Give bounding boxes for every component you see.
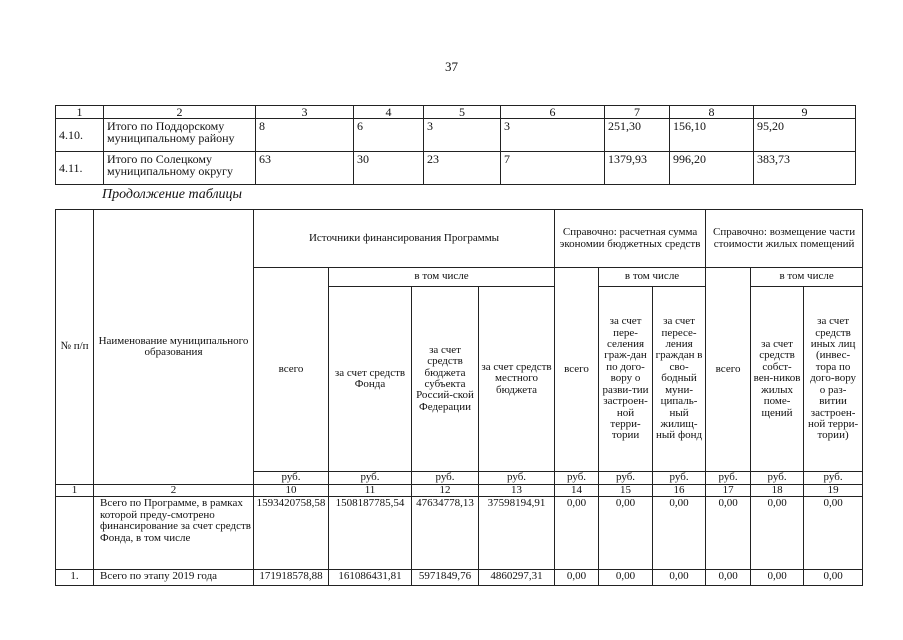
col-number: 2 — [94, 485, 254, 497]
cell-value: 1379,93 — [605, 152, 670, 185]
cell-value: 0,00 — [706, 570, 751, 586]
unit-label: руб. — [751, 472, 804, 485]
header-including: в том числе — [599, 268, 706, 287]
header-municipality: Наименование муниципального образования — [94, 210, 254, 485]
unit-label: руб. — [555, 472, 599, 485]
col-number: 15 — [599, 485, 653, 497]
col-number: 12 — [412, 485, 479, 497]
cell-value: 0,00 — [599, 570, 653, 586]
row-name: Всего по Программе, в рамках которой преду-смотрено финансирование за счет средств Фонда, в том числе — [94, 497, 254, 570]
page-number: 37 — [445, 59, 458, 74]
col-number: 6 — [501, 106, 605, 119]
summary-table — [55, 105, 856, 185]
header-number: № п/п — [56, 210, 94, 485]
cell-value: 0,00 — [555, 570, 599, 586]
cell-value: 3 — [501, 119, 605, 152]
col-number: 5 — [424, 106, 501, 119]
col-number: 4 — [354, 106, 424, 119]
cell-value: 6 — [354, 119, 424, 152]
cell-value: 0,00 — [555, 497, 599, 570]
header-including: в том числе — [329, 268, 555, 287]
col-number: 7 — [605, 106, 670, 119]
cell-value: 1593420758,58 — [254, 497, 329, 570]
col-number: 1 — [56, 106, 104, 119]
cell-value: 63 — [256, 152, 354, 185]
col-number: 8 — [670, 106, 754, 119]
cell-value: 3 — [424, 119, 501, 152]
row-name: Итого по Поддорскому муниципальному району — [104, 119, 256, 152]
col-number: 17 — [706, 485, 751, 497]
unit-label: руб. — [804, 472, 863, 485]
column-number-row — [56, 485, 863, 497]
header-compensation: Справочно: возмещение части стоимости жилых помещений — [706, 210, 863, 268]
financing-table — [55, 209, 863, 586]
cell-value: 0,00 — [804, 570, 863, 586]
col-number: 11 — [329, 485, 412, 497]
table-row — [56, 497, 863, 570]
cell-value: 30 — [354, 152, 424, 185]
unit-label: руб. — [599, 472, 653, 485]
cell-value: 0,00 — [706, 497, 751, 570]
cell-value: 156,10 — [670, 119, 754, 152]
col-number: 19 — [804, 485, 863, 497]
cell-value: 0,00 — [653, 497, 706, 570]
row-name: Всего по этапу 2019 года — [94, 570, 254, 586]
header-subject-budget: за счет средств бюджета субъекта Россий-ской Федерации — [412, 287, 479, 472]
row-number: 4.11. — [56, 152, 104, 185]
cell-value: 0,00 — [751, 497, 804, 570]
header-fund: за счет средств Фонда — [329, 287, 412, 472]
unit-label: руб. — [329, 472, 412, 485]
cell-value: 8 — [256, 119, 354, 152]
cell-value: 47634778,13 — [412, 497, 479, 570]
col-number: 13 — [479, 485, 555, 497]
cell-value: 251,30 — [605, 119, 670, 152]
row-name: Итого по Солецкому муниципальному округу — [104, 152, 256, 185]
cell-value: 0,00 — [804, 497, 863, 570]
cell-value: 37598194,91 — [479, 497, 555, 570]
row-number: 1. — [56, 570, 94, 586]
unit-label: руб. — [706, 472, 751, 485]
header-resettlement-free-fund: за счет пересе-ления граждан в сво-бодный муни-ципаль-ный жилищ-ный фонд — [653, 287, 706, 472]
cell-value: 23 — [424, 152, 501, 185]
cell-value: 171918578,88 — [254, 570, 329, 586]
table-row — [56, 152, 856, 185]
cell-value: 4860297,31 — [479, 570, 555, 586]
col-number: 14 — [555, 485, 599, 497]
cell-value: 95,20 — [754, 119, 856, 152]
table-row — [56, 119, 856, 152]
col-number: 2 — [104, 106, 256, 119]
cell-value: 0,00 — [751, 570, 804, 586]
cell-value: 5971849,76 — [412, 570, 479, 586]
unit-label: руб. — [412, 472, 479, 485]
header-owners-funds: за счет средств собст-вен-ников жилых поме-щений — [751, 287, 804, 472]
table-caption: Продолжение таблицы — [102, 187, 243, 202]
unit-label: руб. — [479, 472, 555, 485]
header-other-persons: за счет средств иных лиц (инвес-тора по дого-вору о раз-витии застроен-ной терри-тории) — [804, 287, 863, 472]
cell-value: 0,00 — [599, 497, 653, 570]
row-number: 4.10. — [56, 119, 104, 152]
header-row-1 — [56, 210, 863, 268]
header-total: всего — [254, 268, 329, 472]
row-number — [56, 497, 94, 570]
col-number: 18 — [751, 485, 804, 497]
header-economy: Справочно: расчетная сумма экономии бюджетных средств — [555, 210, 706, 268]
header-local-budget: за счет средств местного бюджета — [479, 287, 555, 472]
table-row — [56, 570, 863, 586]
cell-value: 7 — [501, 152, 605, 185]
header-total: всего — [555, 268, 599, 472]
col-number: 9 — [754, 106, 856, 119]
header-resettlement-contract: за счет пере-селения граж-дан по дого-вору о разви-тии застроен-ной терри-тории — [599, 287, 653, 472]
header-total: всего — [706, 268, 751, 472]
cell-value: 161086431,81 — [329, 570, 412, 586]
col-number: 1 — [56, 485, 94, 497]
table-header-row — [56, 106, 856, 119]
col-number: 16 — [653, 485, 706, 497]
unit-label: руб. — [653, 472, 706, 485]
col-number: 3 — [256, 106, 354, 119]
header-sources: Источники финансирования Программы — [254, 210, 555, 268]
col-number: 10 — [254, 485, 329, 497]
unit-label: руб. — [254, 472, 329, 485]
cell-value: 383,73 — [754, 152, 856, 185]
cell-value: 1508187785,54 — [329, 497, 412, 570]
cell-value: 996,20 — [670, 152, 754, 185]
header-including: в том числе — [751, 268, 863, 287]
cell-value: 0,00 — [653, 570, 706, 586]
